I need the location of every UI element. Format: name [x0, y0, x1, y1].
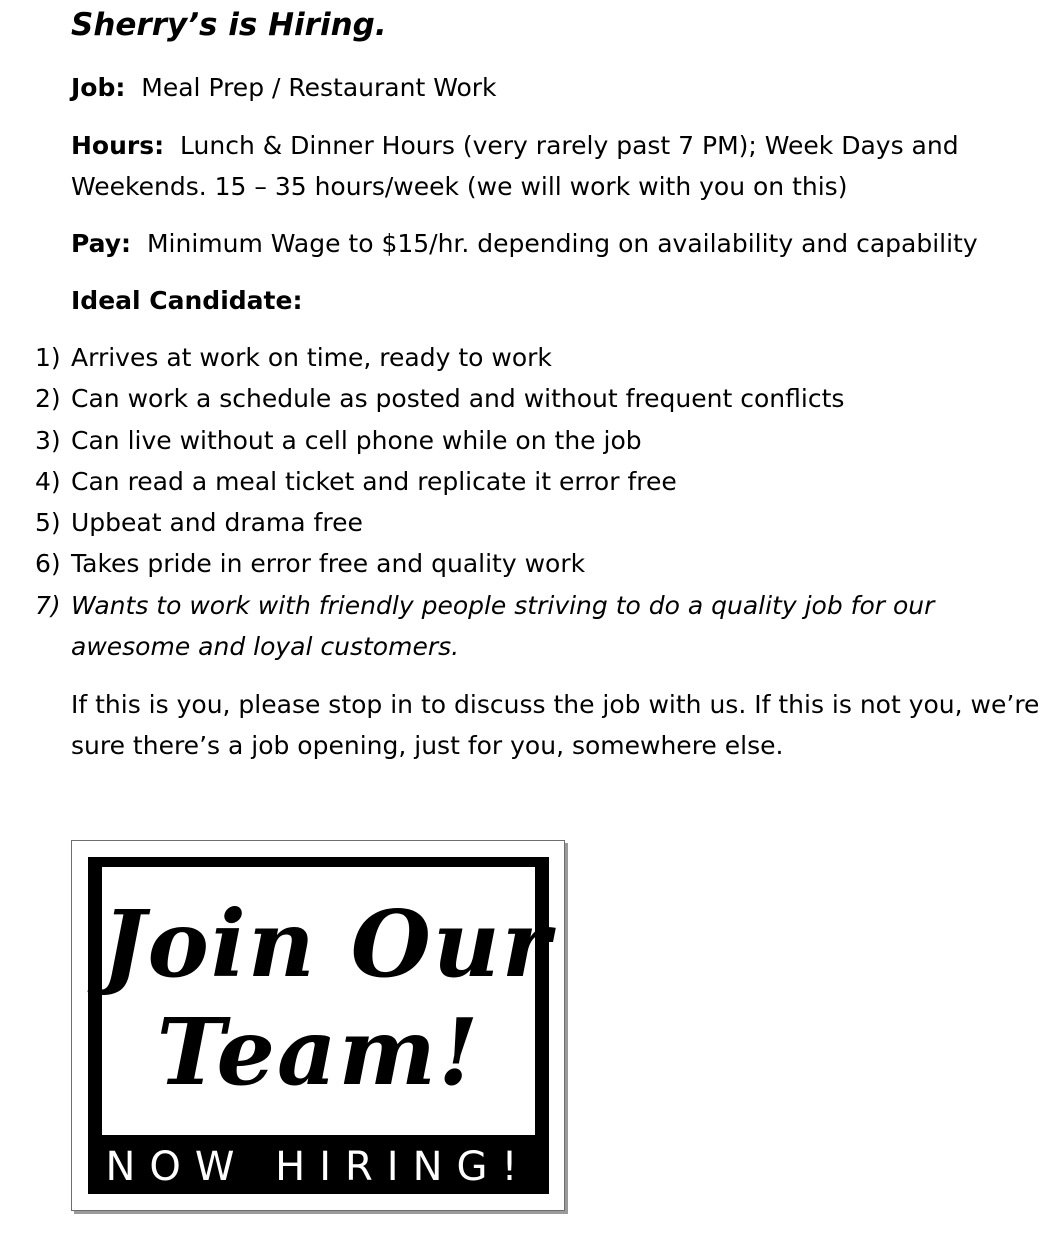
sign-script-line-1: Join Our: [102, 890, 553, 998]
pay-value: Minimum Wage to $15/hr. depending on availability and capability: [146, 229, 978, 258]
hours-line-2: [71, 166, 847, 207]
pay-line: [71, 223, 978, 264]
pay-label: Pay:: [71, 229, 132, 258]
job-value: Meal Prep / Restaurant Work: [141, 73, 497, 102]
closing-line-2: sure there’s a job opening, just for you, somewhere else.: [71, 731, 784, 760]
ideal-candidate-heading: Ideal Candidate:: [71, 286, 303, 315]
job-line: [71, 67, 497, 108]
hours-value-2: Weekends. 15 – 35 hours/week (we will work with you on this): [71, 172, 848, 201]
sign-panel: [102, 867, 553, 1135]
flyer-title: Sherry’s is Hiring.: [71, 7, 387, 43]
sign-script-line-2: Team!: [156, 998, 481, 1106]
sign-frame: [88, 857, 553, 1194]
job-label: Job:: [71, 73, 126, 102]
join-our-team-sign: [71, 840, 565, 1211]
hiring-flyer: Sherry’s is Hiring. Job: Meal Prep / Restaurant Work Hours: Lunch & Dinner Hours (very rarely past 7 PM); Week Days and Weekends. 15 – 35 hours/week (we will work with you on this) Pay: Minimum Wage to $15/hr. depending on availability and capability Ideal Candidate: 1) Arrives at work on time, ready to work 2) Can work a schedule as posted and without frequent conflicts 3) Can live without a cell phone while on the job 4) Can read a meal ticket and replicate it error free 5) Upbeat and drama free 6) Takes pride in error free and quality work 7) Wants to work with friendly people striving to do a quality job for our awesome and loyal customers. If this is you, please stop in to discuss the job with us. If this is not you, we’re sure there’s a job opening, just for you, somewhere else. Join Our Team! NOW HIRING!: [0, 0, 1063, 1238]
hours-value-1: Lunch & Dinner Hours (very rarely past 7 PM); Week Days and: [180, 131, 959, 160]
closing-line-1: If this is you, please stop in to discuss the job with us. If this is not you, we’re: [71, 690, 1040, 719]
hours-line-1: [71, 125, 959, 166]
now-hiring-banner: NOW HIRING!: [105, 1144, 532, 1190]
hours-label: Hours:: [71, 131, 165, 160]
